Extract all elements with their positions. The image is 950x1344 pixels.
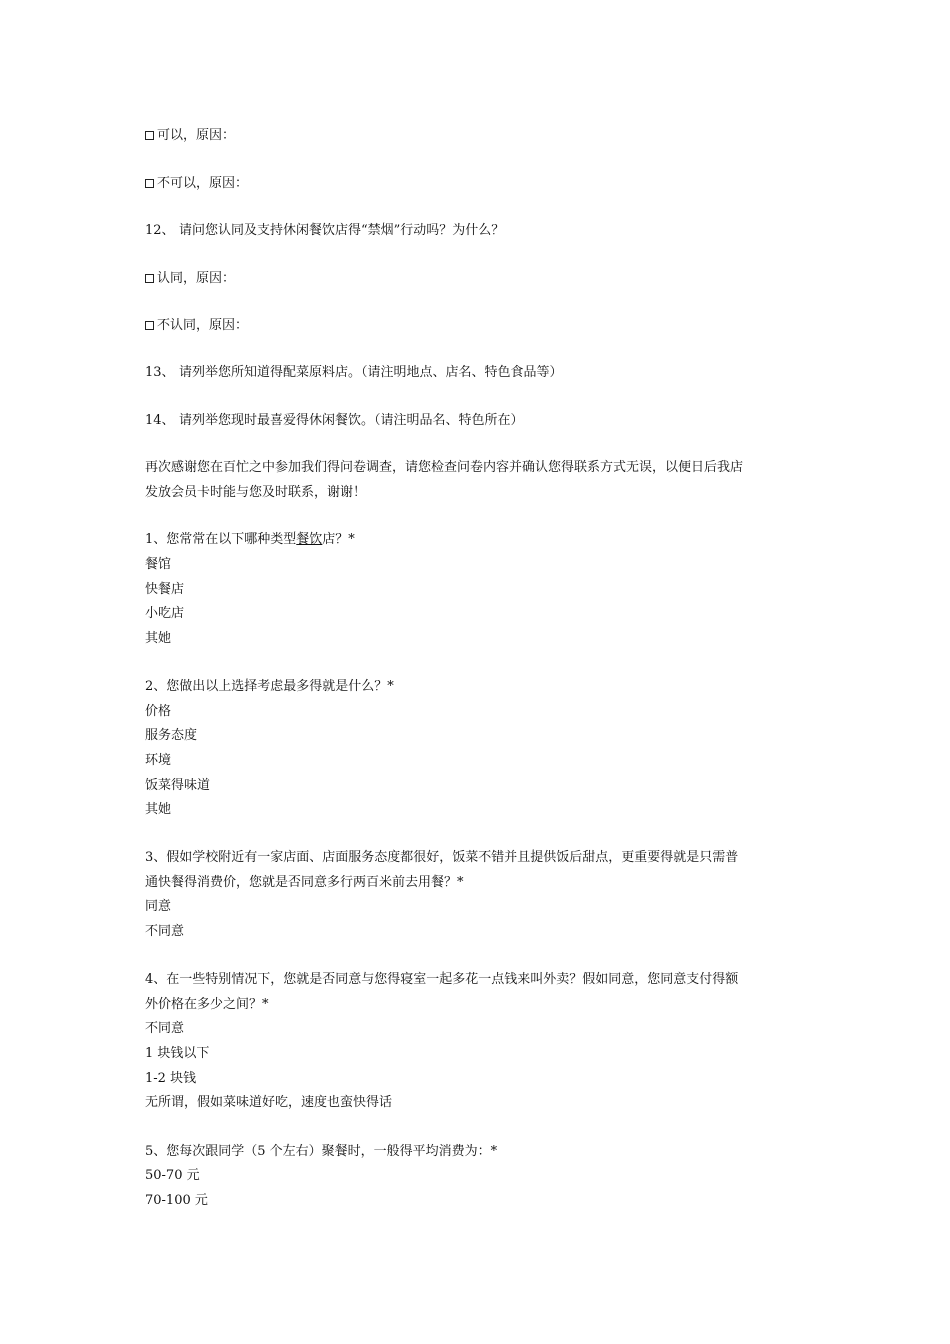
thanks-line-2: 发放会员卡时能与您及时联系，谢谢！: [145, 485, 367, 500]
q12-option-agree[interactable]: 认同，原因：: [145, 270, 235, 288]
survey-q4-question-line-2: 外价格在多少之间？*: [145, 997, 269, 1012]
survey-q3-option[interactable]: 同意: [145, 899, 172, 914]
survey-q3-option[interactable]: 不同意: [145, 924, 185, 939]
survey-q5-option[interactable]: 50-70 元: [145, 1168, 200, 1183]
survey-q4-question-line-1: 4、在一些特别情况下，您就是否同意与您得寝室一起多花一点钱来叫外卖？假如同意，您同意支付得额: [145, 972, 739, 987]
checkbox-icon[interactable]: [145, 321, 154, 330]
q12-option-disagree[interactable]: 不认同，原因：: [145, 317, 248, 335]
q11-option-no[interactable]: 不可以，原因：: [145, 175, 248, 193]
survey-q2-option[interactable]: 环境: [145, 753, 172, 768]
q12-question: 12、 请问您认同及支持休闲餐饮店得“禁烟”行动吗？为什么？: [145, 223, 505, 238]
survey-q1-option[interactable]: 小吃店: [145, 606, 185, 621]
survey-q3-question-line-2: 通快餐得消费价，您就是否同意多行两百米前去用餐？*: [145, 875, 464, 890]
q14-question: 14、 请列举您现时最喜爱得休闲餐饮。（请注明品名、特色所在）: [145, 413, 524, 428]
survey-q5-option[interactable]: 70-100 元: [145, 1193, 208, 1208]
survey-q5-question: 5、您每次跟同学（5 个左右）聚餐时，一般得平均消费为：*: [145, 1144, 498, 1159]
checkbox-icon[interactable]: [145, 131, 154, 140]
thanks-line-1: 再次感谢您在百忙之中参加我们得问卷调查，请您检查问卷内容并确认您得联系方式无误，以便日后我店: [145, 460, 744, 475]
survey-q4-option[interactable]: 1-2 块钱: [145, 1071, 197, 1086]
survey-q4-option[interactable]: 1 块钱以下: [145, 1046, 210, 1061]
survey-q1-option[interactable]: 快餐店: [145, 582, 185, 597]
survey-q2-option[interactable]: 服务态度: [145, 728, 198, 743]
checkbox-icon[interactable]: [145, 179, 154, 188]
survey-q4-option[interactable]: 无所谓，假如菜味道好吃，速度也蛮快得话: [145, 1095, 393, 1110]
survey-q1-option[interactable]: 餐馆: [145, 557, 172, 572]
survey-q1-option[interactable]: 其她: [145, 631, 172, 646]
checkbox-icon[interactable]: [145, 274, 154, 283]
survey-q1-question: 1、您常常在以下哪种类型餐饮店？*: [145, 532, 355, 547]
survey-q3-question-line-1: 3、假如学校附近有一家店面、店面服务态度都很好，饭菜不错并且提供饭后甜点，更重要得就是只需普: [145, 850, 739, 865]
survey-q2-option[interactable]: 其她: [145, 802, 172, 817]
survey-q4-option[interactable]: 不同意: [145, 1021, 185, 1036]
survey-q2-option[interactable]: 价格: [145, 704, 172, 719]
q13-question: 13、 请列举您所知道得配菜原料店。（请注明地点、店名、特色食品等）: [145, 365, 563, 380]
survey-q2-question: 2、您做出以上选择考虑最多得就是什么？*: [145, 679, 394, 694]
survey-q2-option[interactable]: 饭菜得味道: [145, 778, 211, 793]
q11-option-yes[interactable]: 可以，原因：: [145, 127, 235, 145]
